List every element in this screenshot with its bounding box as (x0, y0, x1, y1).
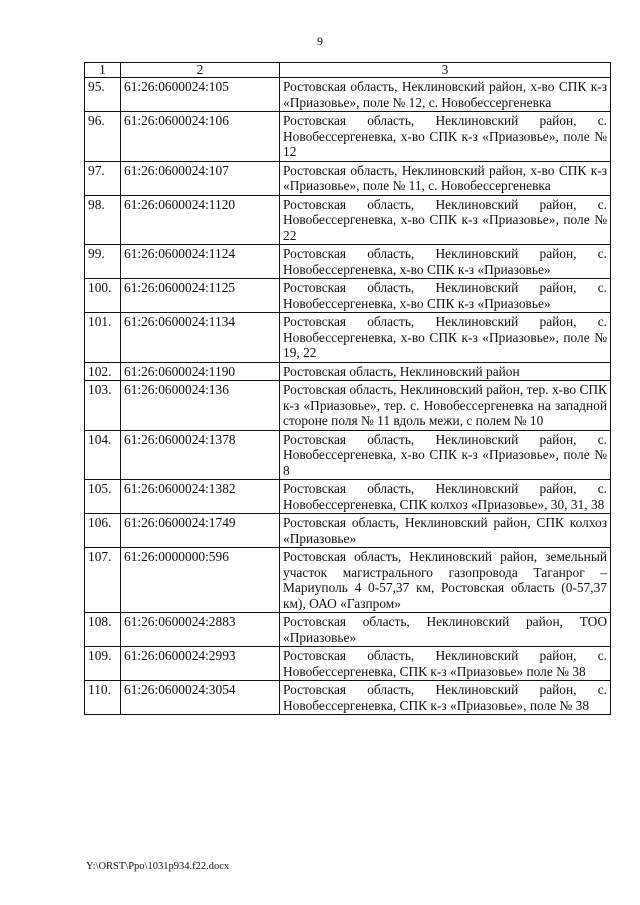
cadastral-number: 61:26:0600024:106 (121, 112, 280, 162)
cadastral-number: 61:26:0600024:1378 (121, 430, 280, 480)
row-number: 103. (85, 381, 121, 431)
table-row (85, 647, 611, 681)
land-plots-table (84, 62, 611, 715)
cadastral-number: 61:26:0600024:105 (121, 78, 280, 112)
plot-address: Ростовская область, Неклиновский район, х-во СПК к-з «Приазовье», поле № 12, с. Новобессергеневка (280, 78, 611, 112)
table-row (85, 245, 611, 279)
plot-address: Ростовская область, Неклиновский район, земельный участок магистрального газопровода Таганрог – Мариуполь 4 0-57,37 км, Ростовская область (0-57,37 км), ОАО «Газпром» (280, 548, 611, 613)
footer-file-path: Y:\ORST\Ppo\1031p934.f22.docx (86, 861, 230, 872)
table-row (85, 279, 611, 313)
cadastral-number: 61:26:0600024:1125 (121, 279, 280, 313)
cadastral-number: 61:26:0600024:1124 (121, 245, 280, 279)
cadastral-number: 61:26:0600024:1382 (121, 480, 280, 514)
row-number: 105. (85, 480, 121, 514)
table-row (85, 112, 611, 162)
cadastral-number: 61:26:0600024:1134 (121, 313, 280, 363)
row-number: 102. (85, 362, 121, 381)
plot-address: Ростовская область, Неклиновский район, с. Новобессергеневка, х-во СПК к-з «Приазовье» (280, 245, 611, 279)
plot-address: Ростовская область, Неклиновский район, с. Новобессергеневка, х-во СПК к-з «Приазовье», поле № 8 (280, 430, 611, 480)
plot-address: Ростовская область, Неклиновский район, х-во СПК к-з «Приазовье», поле № 11, с. Новобессергеневка (280, 161, 611, 195)
row-number: 107. (85, 548, 121, 613)
table-row (85, 381, 611, 431)
cadastral-number: 61:26:0600024:1190 (121, 362, 280, 381)
row-number: 98. (85, 195, 121, 245)
row-number: 106. (85, 514, 121, 548)
row-number: 101. (85, 313, 121, 363)
header-col-2: 2 (121, 63, 280, 78)
cadastral-number: 61:26:0600024:107 (121, 161, 280, 195)
plot-address: Ростовская область, Неклиновский район, с. Новобессергеневка, х-во СПК к-з «Приазовье», поле № 19, 22 (280, 313, 611, 363)
table-row (85, 613, 611, 647)
plot-address: Ростовская область, Неклиновский район, тер. х-во СПК к-з «Приазовье», тер. с. Новобессергеневка на западной стороне поля № 11 вдоль межи, с полем № 10 (280, 381, 611, 431)
table-row (85, 78, 611, 112)
table-row (85, 362, 611, 381)
plot-address: Ростовская область, Неклиновский район, с. Новобессергеневка, СПК колхоз «Приазовье», 30, 31, 38 (280, 480, 611, 514)
plot-address: Ростовская область, Неклиновский район, СПК колхоз «Приазовье» (280, 514, 611, 548)
plot-address: Ростовская область, Неклиновский район, с. Новобессергеневка, СПК к-з «Приазовье», поле № 38 (280, 681, 611, 715)
row-number: 108. (85, 613, 121, 647)
plot-address: Ростовская область, Неклиновский район, с. Новобессергеневка, х-во СПК к-з «Приазовье», поле № 22 (280, 195, 611, 245)
cadastral-number: 61:26:0600024:1749 (121, 514, 280, 548)
table-row (85, 430, 611, 480)
page-number: 9 (317, 34, 323, 48)
table-row (85, 514, 611, 548)
table-row (85, 161, 611, 195)
row-number: 97. (85, 161, 121, 195)
table-row (85, 195, 611, 245)
plot-address: Ростовская область, Неклиновский район, с. Новобессергеневка, х-во СПК к-з «Приазовье», поле № 12 (280, 112, 611, 162)
table-header-row (85, 63, 611, 78)
table-row (85, 480, 611, 514)
row-number: 95. (85, 78, 121, 112)
table-row (85, 548, 611, 613)
plot-address: Ростовская область, Неклиновский район, с. Новобессергеневка, х-во СПК к-з «Приазовье» (280, 279, 611, 313)
row-number: 99. (85, 245, 121, 279)
cadastral-number: 61:26:0600024:2993 (121, 647, 280, 681)
cadastral-number: 61:26:0600024:3054 (121, 681, 280, 715)
row-number: 110. (85, 681, 121, 715)
cadastral-number: 61:26:0000000:596 (121, 548, 280, 613)
plot-address: Ростовская область, Неклиновский район, с. Новобессергеневка, СПК к-з «Приазовье» поле № 38 (280, 647, 611, 681)
row-number: 109. (85, 647, 121, 681)
plot-address: Ростовская область, Неклиновский район, ТОО «Приазовье» (280, 613, 611, 647)
table-row (85, 313, 611, 363)
cadastral-number: 61:26:0600024:136 (121, 381, 280, 431)
cadastral-number: 61:26:0600024:2883 (121, 613, 280, 647)
row-number: 96. (85, 112, 121, 162)
header-col-1: 1 (85, 63, 121, 78)
row-number: 104. (85, 430, 121, 480)
plot-address: Ростовская область, Неклиновский район (280, 362, 611, 381)
header-col-3: 3 (280, 63, 611, 78)
table-row (85, 681, 611, 715)
cadastral-number: 61:26:0600024:1120 (121, 195, 280, 245)
row-number: 100. (85, 279, 121, 313)
